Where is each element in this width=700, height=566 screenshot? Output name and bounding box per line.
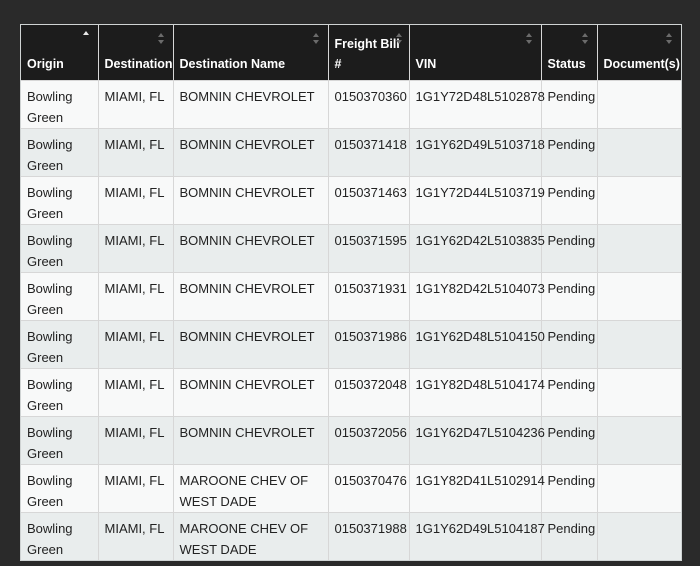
cell-vin: 1G1Y82D41L5102914 bbox=[409, 465, 541, 513]
cell-freight-bill: 0150370476 bbox=[328, 465, 409, 513]
cell-vin: 1G1Y72D48L5102878 bbox=[409, 81, 541, 129]
column-header-documents[interactable] bbox=[597, 25, 681, 81]
cell-origin: Bowling Green bbox=[21, 417, 98, 465]
column-header-label: Document(s) bbox=[603, 57, 680, 71]
column-header-destination-name[interactable] bbox=[173, 25, 328, 81]
cell-documents bbox=[597, 129, 681, 177]
cell-freight-bill: 0150370360 bbox=[328, 81, 409, 129]
cell-destination-name: BOMNIN CHEVROLET bbox=[173, 81, 328, 129]
cell-destination: MIAMI, FL bbox=[98, 417, 173, 465]
cell-documents bbox=[597, 273, 681, 321]
cell-destination-name: BOMNIN CHEVROLET bbox=[173, 369, 328, 417]
cell-vin: 1G1Y62D42L5103835 bbox=[409, 225, 541, 273]
cell-destination: MIAMI, FL bbox=[98, 369, 173, 417]
cell-destination: MIAMI, FL bbox=[98, 465, 173, 513]
cell-destination: MIAMI, FL bbox=[98, 321, 173, 369]
column-header-origin[interactable] bbox=[21, 25, 98, 81]
cell-origin: Bowling Green bbox=[21, 81, 98, 129]
cell-destination-name: MAROONE CHEV OF WEST DADE bbox=[173, 465, 328, 513]
cell-vin: 1G1Y82D48L5104174 bbox=[409, 369, 541, 417]
sort-icon[interactable] bbox=[666, 33, 673, 45]
cell-documents bbox=[597, 177, 681, 225]
cell-status: Pending bbox=[541, 321, 597, 369]
cell-destination: MIAMI, FL bbox=[98, 513, 173, 561]
cell-destination-name: BOMNIN CHEVROLET bbox=[173, 225, 328, 273]
cell-vin: 1G1Y62D47L5104236 bbox=[409, 417, 541, 465]
cell-documents bbox=[597, 321, 681, 369]
cell-vin: 1G1Y62D49L5103718 bbox=[409, 129, 541, 177]
cell-destination-name: BOMNIN CHEVROLET bbox=[173, 321, 328, 369]
cell-vin: 1G1Y82D42L5104073 bbox=[409, 273, 541, 321]
cell-destination-name: BOMNIN CHEVROLET bbox=[173, 129, 328, 177]
table-row[interactable] bbox=[21, 129, 681, 177]
column-header-freight-bill[interactable] bbox=[328, 25, 409, 81]
column-header-vin[interactable] bbox=[409, 25, 541, 81]
cell-documents bbox=[597, 81, 681, 129]
column-header-label: VIN bbox=[415, 57, 437, 71]
cell-destination: MIAMI, FL bbox=[98, 225, 173, 273]
cell-origin: Bowling Green bbox=[21, 465, 98, 513]
cell-status: Pending bbox=[541, 225, 597, 273]
cell-destination-name: MAROONE CHEV OF WEST DADE bbox=[173, 513, 328, 561]
header-row bbox=[21, 25, 681, 81]
cell-status: Pending bbox=[541, 81, 597, 129]
table-row[interactable] bbox=[21, 177, 681, 225]
table-row[interactable] bbox=[21, 273, 681, 321]
column-header-label: Status bbox=[547, 57, 586, 71]
cell-destination: MIAMI, FL bbox=[98, 273, 173, 321]
cell-status: Pending bbox=[541, 465, 597, 513]
cell-freight-bill: 0150371931 bbox=[328, 273, 409, 321]
sort-icon[interactable] bbox=[158, 33, 165, 45]
cell-destination-name: BOMNIN CHEVROLET bbox=[173, 417, 328, 465]
cell-freight-bill: 0150371418 bbox=[328, 129, 409, 177]
sort-icon[interactable] bbox=[396, 33, 403, 45]
table-row[interactable] bbox=[21, 321, 681, 369]
cell-origin: Bowling Green bbox=[21, 129, 98, 177]
cell-vin: 1G1Y62D48L5104150 bbox=[409, 321, 541, 369]
table-row[interactable] bbox=[21, 81, 681, 129]
cell-origin: Bowling Green bbox=[21, 513, 98, 561]
cell-documents bbox=[597, 369, 681, 417]
cell-freight-bill: 0150371463 bbox=[328, 177, 409, 225]
cell-status: Pending bbox=[541, 513, 597, 561]
cell-status: Pending bbox=[541, 417, 597, 465]
cell-destination: MIAMI, FL bbox=[98, 177, 173, 225]
table-row[interactable] bbox=[21, 513, 681, 561]
cell-freight-bill: 0150371986 bbox=[328, 321, 409, 369]
sort-icon[interactable] bbox=[313, 33, 320, 45]
table-header bbox=[21, 25, 681, 81]
table-row[interactable] bbox=[21, 417, 681, 465]
table-body bbox=[21, 81, 681, 561]
cell-origin: Bowling Green bbox=[21, 321, 98, 369]
cell-status: Pending bbox=[541, 129, 597, 177]
cell-origin: Bowling Green bbox=[21, 273, 98, 321]
column-header-label: Origin bbox=[27, 57, 64, 71]
cell-documents bbox=[597, 417, 681, 465]
cell-origin: Bowling Green bbox=[21, 369, 98, 417]
sort-icon[interactable] bbox=[582, 33, 589, 45]
cell-vin: 1G1Y72D44L5103719 bbox=[409, 177, 541, 225]
cell-status: Pending bbox=[541, 369, 597, 417]
cell-documents bbox=[597, 465, 681, 513]
shipments-table bbox=[21, 25, 681, 560]
cell-documents bbox=[597, 513, 681, 561]
cell-origin: Bowling Green bbox=[21, 177, 98, 225]
cell-status: Pending bbox=[541, 177, 597, 225]
sort-icon[interactable] bbox=[526, 33, 533, 45]
cell-destination: MIAMI, FL bbox=[98, 81, 173, 129]
shipments-table-container bbox=[20, 24, 682, 561]
cell-destination: MIAMI, FL bbox=[98, 129, 173, 177]
table-row[interactable] bbox=[21, 369, 681, 417]
cell-freight-bill: 0150372048 bbox=[328, 369, 409, 417]
table-row[interactable] bbox=[21, 465, 681, 513]
cell-destination-name: BOMNIN CHEVROLET bbox=[173, 273, 328, 321]
cell-status: Pending bbox=[541, 273, 597, 321]
cell-documents bbox=[597, 225, 681, 273]
column-header-label: Destination bbox=[104, 57, 173, 71]
sort-ascending-icon[interactable] bbox=[83, 31, 90, 43]
cell-origin: Bowling Green bbox=[21, 225, 98, 273]
column-header-status[interactable] bbox=[541, 25, 597, 81]
column-header-label: Destination Name bbox=[179, 57, 286, 71]
table-row[interactable] bbox=[21, 225, 681, 273]
column-header-destination[interactable] bbox=[98, 25, 173, 81]
cell-freight-bill: 0150371988 bbox=[328, 513, 409, 561]
cell-vin: 1G1Y62D49L5104187 bbox=[409, 513, 541, 561]
cell-destination-name: BOMNIN CHEVROLET bbox=[173, 177, 328, 225]
cell-freight-bill: 0150372056 bbox=[328, 417, 409, 465]
column-header-label: Freight Bill # bbox=[334, 37, 400, 71]
cell-freight-bill: 0150371595 bbox=[328, 225, 409, 273]
